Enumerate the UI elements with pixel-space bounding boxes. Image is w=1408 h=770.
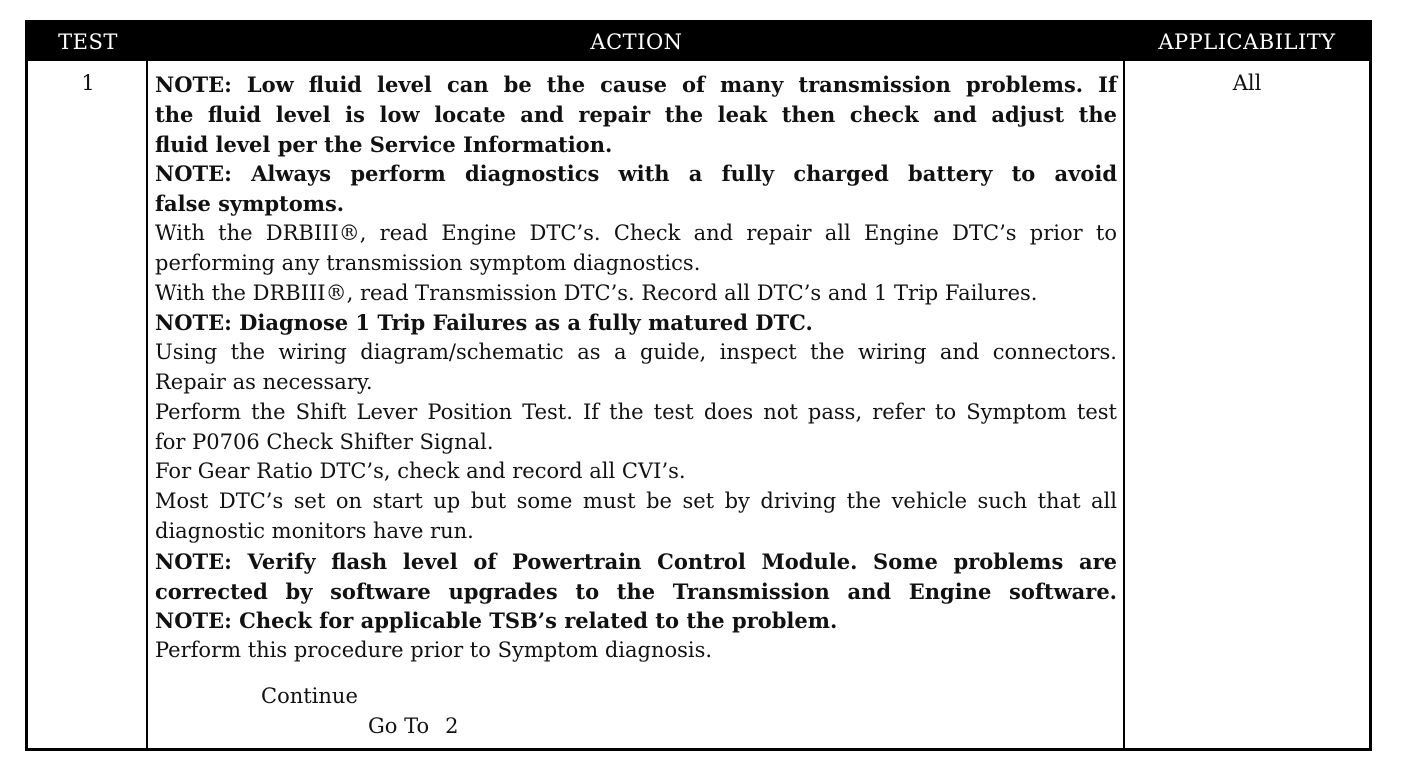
diagnostic-test-table	[25, 20, 1372, 751]
action-note-line: fluid level per the Service Information.	[155, 131, 613, 157]
action-line: Using the wiring diagram/schematic as a guide, inspect the wiring and connectors.	[155, 340, 1117, 365]
action-note-line: NOTE: Check for applicable TSB’s related to the problem.	[155, 608, 838, 634]
action-text	[155, 70, 1117, 666]
action-note-line: NOTE: Always perform diagnostics with a fully charged battery to avoid	[155, 161, 1117, 187]
result-continue: Continue	[261, 684, 358, 708]
goto-target: 2	[445, 714, 459, 738]
goto-step[interactable]	[368, 714, 459, 738]
action-line: Perform the Shift Lever Position Test. If the test does not pass, refer to Symptom test	[155, 399, 1117, 424]
goto-label: Go To	[368, 714, 430, 738]
action-line: performing any transmission symptom diagnostics.	[155, 250, 701, 275]
column-divider-test-action	[146, 61, 148, 748]
action-line: diagnostic monitors have run.	[155, 518, 474, 543]
action-line: Perform this procedure prior to Symptom diagnosis.	[155, 638, 713, 663]
action-note-line: NOTE: Diagnose 1 Trip Failures as a fully matured DTC.	[155, 310, 813, 336]
applicability-value: All	[1232, 71, 1262, 95]
action-line: Repair as necessary.	[155, 369, 373, 394]
action-line: With the DRBIII®, read Engine DTC’s. Check and repair all Engine DTC’s prior to	[155, 220, 1117, 245]
action-note-line: NOTE: Verify flash level of Powertrain Control Module. Some problems are	[155, 548, 1117, 574]
column-divider-action-applicability	[1123, 61, 1125, 748]
header-test: TEST	[58, 30, 118, 54]
action-note-line: NOTE: Low fluid level can be the cause of many transmission problems. If	[155, 72, 1117, 97]
header-action: ACTION	[590, 30, 683, 54]
table-header-row	[28, 23, 1369, 61]
header-applicability: APPLICABILITY	[1158, 30, 1336, 54]
action-line: for P0706 Check Shifter Signal.	[155, 429, 494, 454]
action-note-line: corrected by software upgrades to the Transmission and Engine software.	[155, 578, 1117, 604]
action-note-line: the fluid level is low locate and repair the leak then check and adjust the	[155, 101, 1117, 127]
test-number: 1	[81, 71, 95, 95]
action-line: Most DTC’s set on start up but some must be set by driving the vehicle such that all	[155, 489, 1117, 514]
action-note-line: false symptoms.	[155, 191, 345, 217]
action-line: With the DRBIII®, read Transmission DTC’s. Record all DTC’s and 1 Trip Failures.	[155, 280, 1038, 305]
action-line: For Gear Ratio DTC’s, check and record all CVI’s.	[155, 459, 686, 484]
